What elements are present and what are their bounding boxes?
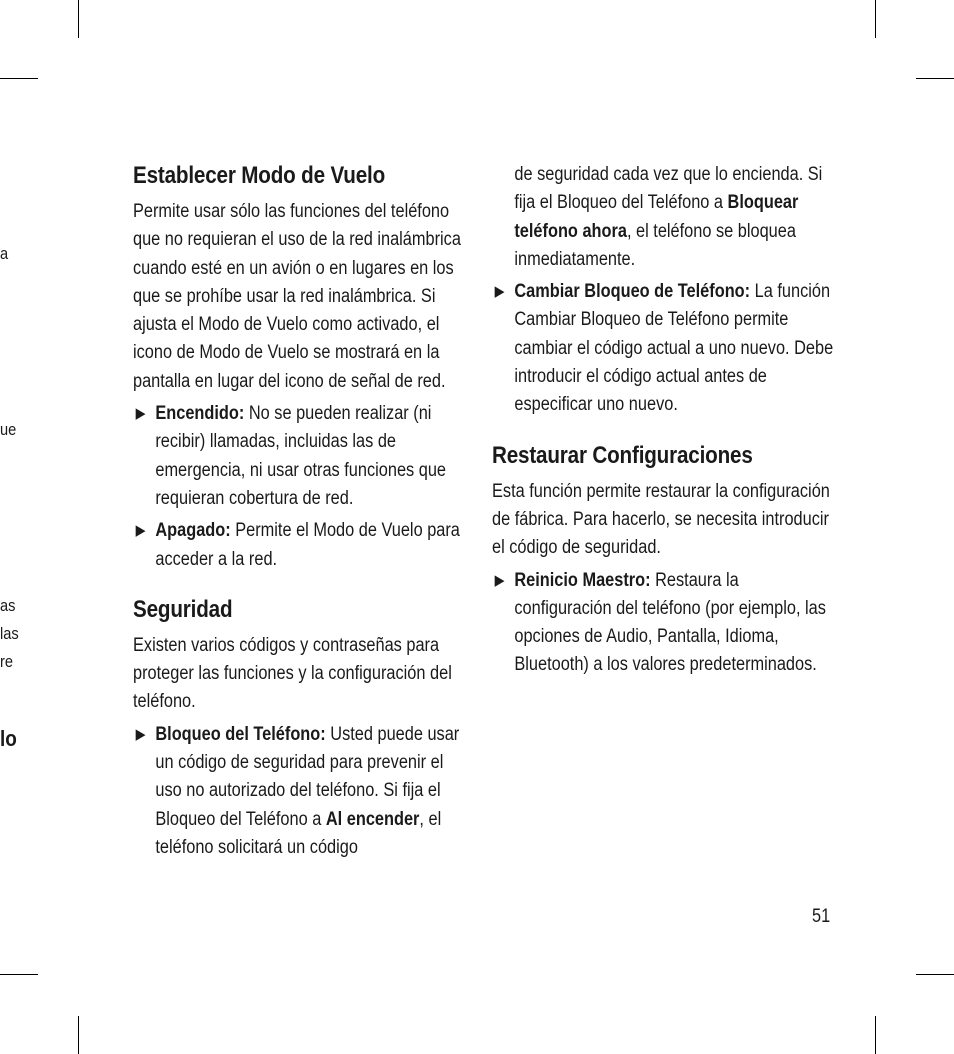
list-item-continued <box>492 161 836 274</box>
item-text: de seguridad cada vez que lo encienda. Si fija el Bloqueo del Teléfono a <box>514 164 823 214</box>
bullet-arrow-icon: ▶ <box>494 571 505 589</box>
item-label: Apagado: <box>155 520 231 542</box>
item-label: Encendido: <box>155 403 245 425</box>
bullet-arrow-icon: ▶ <box>135 405 146 423</box>
security-section <box>133 594 472 862</box>
crop-mark <box>875 0 876 38</box>
item-label: Bloqueo del Teléfono: <box>155 723 326 745</box>
crop-mark <box>0 974 38 975</box>
bullet-arrow-icon: ▶ <box>135 522 146 540</box>
list-item <box>492 567 836 680</box>
list-item <box>133 721 472 862</box>
left-column <box>133 160 473 876</box>
bleed-fragment: lo <box>0 726 17 751</box>
right-column <box>492 161 837 694</box>
crop-mark <box>916 974 954 975</box>
restore-section <box>492 440 836 680</box>
list-item <box>492 278 836 419</box>
bullet-list <box>133 721 472 862</box>
paragraph: Permite usar sólo las funciones del teléfono que no requieran el uso de la red inalámbrica cuando esté en un avión o en lugares en los que se prohíbe usar la red inalámbrica. Si ajusta el Modo de Vuelo como activado, el icono de Modo de Vuelo se mostrará en la pantalla en lugar del icono de señal de red. <box>133 201 461 392</box>
bullet-arrow-icon: ▶ <box>135 725 146 743</box>
bullet-list <box>492 567 836 680</box>
paragraph: Esta función permite restaurar la configuración de fábrica. Para hacerlo, se necesita introducir el código de seguridad. <box>492 480 830 559</box>
list-item <box>133 400 472 513</box>
item-text: No se pueden realizar (ni recibir) llamadas, incluidas las de emergencia, ni usar otras funciones que requieran cobertura de red. <box>155 403 447 509</box>
item-text: , el teléfono se bloquea inmediatamente. <box>514 220 796 270</box>
section-heading: Establecer Modo de Vuelo <box>133 162 386 189</box>
crop-mark <box>875 1016 876 1054</box>
item-text: Restaura la configuración del teléfono (por ejemplo, las opciones de Audio, Pantalla, Idioma, Bluetooth) a los valores predeterminados. <box>514 569 826 676</box>
crop-mark <box>0 78 38 79</box>
item-text: La función Cambiar Bloqueo de Teléfono permite cambiar el código actual a uno nuevo. Debe introducir el código actual antes de especificar uno nuevo. <box>514 281 834 416</box>
section-heading: Seguridad <box>133 595 233 623</box>
bleed-fragment: re <box>0 652 14 671</box>
bullet-list <box>133 400 472 574</box>
crop-mark <box>78 1016 79 1054</box>
airplane-section <box>133 160 472 574</box>
page-number: 51 <box>812 906 831 927</box>
bullet-arrow-icon: ▶ <box>494 283 505 301</box>
bullet-list <box>492 161 836 420</box>
item-text: Usted puede usar un código de seguridad para prevenir el uso no autorizado del teléfono. Si fija el Bloqueo del Teléfono a <box>155 723 460 830</box>
bleed-fragment: ue <box>0 420 17 439</box>
section-heading: Restaurar Configuraciones <box>492 441 753 469</box>
bleed-fragment: las <box>0 624 19 643</box>
bleed-fragment: a <box>0 244 9 263</box>
crop-mark <box>78 0 79 38</box>
bleed-fragment: as <box>0 596 16 615</box>
item-bold-text: Bloquear teléfono ahora <box>514 192 799 242</box>
item-label: Cambiar Bloqueo de Teléfono: <box>514 281 751 303</box>
list-item <box>133 517 472 574</box>
crop-mark <box>916 78 954 79</box>
paragraph: Existen varios códigos y contraseñas para proteger las funciones y la configuración del teléfono. <box>133 634 452 713</box>
item-bold-text: Al encender <box>325 808 420 830</box>
item-text: Permite el Modo de Vuelo para acceder a la red. <box>155 520 460 570</box>
item-label: Reinicio Maestro: <box>514 569 651 591</box>
item-text: , el teléfono solicitará un código <box>155 808 442 858</box>
